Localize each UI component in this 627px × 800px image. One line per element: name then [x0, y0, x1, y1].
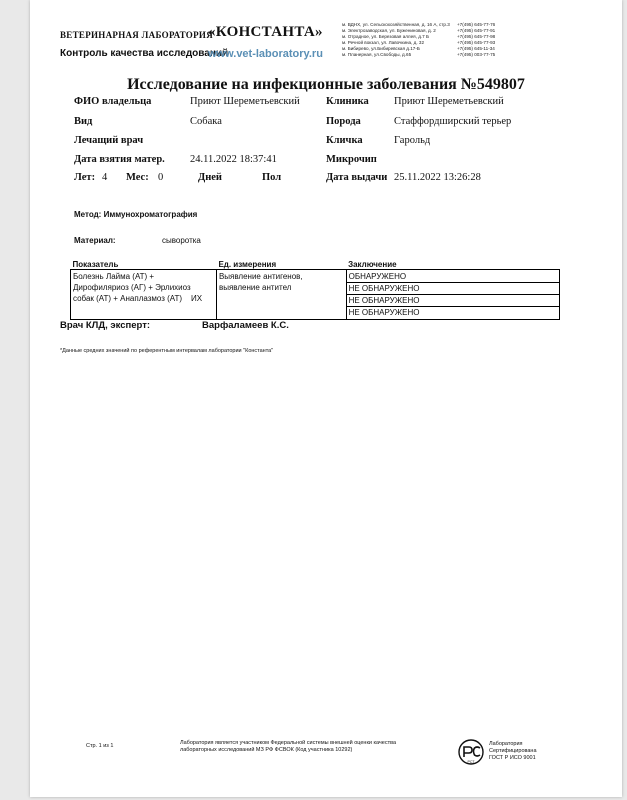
certification-note [489, 741, 537, 762]
unit-line: выявление антител [218, 283, 292, 292]
certification-line: Лаборатория [489, 741, 523, 747]
lab-brand: «КОНСТАНТА» [208, 24, 323, 40]
document-title: Исследование на инфекционные заболевания №549807 [127, 76, 525, 93]
unit-line: Выявление антигенов, [218, 272, 303, 281]
material-label: Материал: [74, 236, 116, 245]
lab-subtitle: Контроль качества исследований [60, 48, 229, 59]
conclusion-line: НЕ ОБНАРУЖЕНО [348, 308, 420, 317]
indicator-line: собак (АТ) + Анаплазмоз (АТ) ИХ [73, 294, 203, 303]
certification-line: Сертифицирована [489, 748, 537, 754]
participation-line: лабораторных исследований МЗ РФ ФСВОК (Код участника 10292) [180, 747, 353, 753]
address-line: м. Планерная, ул.Свободы, д.65 +7(495) 003-77-75 [342, 52, 496, 57]
issue-date-label: Дата выдачи [326, 172, 388, 183]
months-label: Мес: [126, 172, 149, 183]
indicator-line: Болезнь Лайма (АТ) + [73, 272, 155, 281]
header-conclusion: Заключение [346, 260, 559, 270]
address-line: м. ВДНХ, ул. Сельскохозяйственная, д. 16 А, стр.3 +7(495) 645-77-76 [342, 22, 496, 27]
signature-name: Варфаламеев К.С. [202, 320, 289, 331]
sample-date-label: Дата взятия матер. [74, 154, 165, 165]
lab-website: www.vet-laboratory.ru [208, 48, 323, 60]
days-label: Дней [198, 172, 222, 183]
table-row [71, 270, 560, 320]
page-number: Стр. 1 из 1 [86, 743, 114, 749]
species-label: Вид [74, 116, 93, 127]
indicator-cell [71, 270, 217, 320]
nickname-value: Гарольд [394, 135, 431, 146]
material-value: сыворотка [162, 236, 201, 245]
reference-note: *Данные средних значений по референтным интервалам лаборатории "Константа" [60, 348, 274, 354]
address-line: м. Речной вокзал, ул. Лавочкина, д. 32 +7(495) 645-77-93 [342, 40, 496, 45]
address-line: м. Электрозаводская, ул. Бужениновая, д. 2 +7(495) 645-77-91 [342, 28, 496, 33]
rst-certification-logo [458, 739, 484, 765]
header-indicator: Показатель [71, 260, 217, 270]
logo-text: РСТ [467, 760, 475, 764]
participation-line: Лаборатория является участником Федеральной системы внешней оценки качества [180, 740, 397, 746]
document-page [30, 0, 622, 797]
indicator-line: Дирофиляриоз (АГ) + Эрлихиоз [73, 283, 191, 292]
nickname-label: Кличка [326, 135, 363, 146]
conclusion-line: НЕ ОБНАРУЖЕНО [347, 295, 559, 307]
participation-note [180, 740, 396, 754]
method-label: Метод: Иммунохроматография [74, 210, 198, 219]
issue-date-value: 25.11.2022 13:26:28 [394, 172, 481, 183]
header-unit: Ед. измерения [216, 260, 346, 270]
lab-name: ВЕТЕРИНАРНАЯ ЛАБОРАТОРИЯ [60, 30, 213, 40]
breed-value: Стаффордширский терьер [394, 116, 512, 127]
years-value: 4 [102, 172, 108, 183]
years-label: Лет: [74, 172, 96, 183]
signature-label: Врач КЛД, эксперт: [60, 320, 151, 331]
conclusion-line: ОБНАРУЖЕНО [347, 271, 559, 283]
owner-value: Приют Шереметьевский [190, 96, 300, 107]
certification-line: ГОСТ Р ИСО 9001 [489, 755, 536, 761]
unit-cell [216, 270, 346, 320]
species-value: Собака [190, 116, 222, 127]
address-line: м. Отрадное, ул. Березовая аллея, д.7 Б +7(495) 645-77-98 [342, 34, 496, 39]
clinic-value: Приют Шереметьевский [394, 96, 504, 107]
owner-label: ФИО владельца [74, 96, 152, 107]
doctor-label: Лечащий врач [74, 135, 144, 146]
microchip-label: Микрочип [326, 154, 377, 165]
clinic-label: Клиника [326, 96, 369, 107]
address-line: м. Бибирево, ул.Бибиревская д.17-Б +7(495) 645-11-34 [342, 46, 495, 51]
conclusion-cell [346, 270, 559, 320]
results-table [70, 260, 560, 320]
sex-label: Пол [262, 172, 282, 183]
conclusion-line: НЕ ОБНАРУЖЕНО [347, 283, 559, 295]
months-value: 0 [158, 172, 164, 183]
breed-label: Порода [326, 116, 361, 127]
table-header-row [71, 260, 560, 270]
sample-date-value: 24.11.2022 18:37:41 [190, 154, 277, 165]
